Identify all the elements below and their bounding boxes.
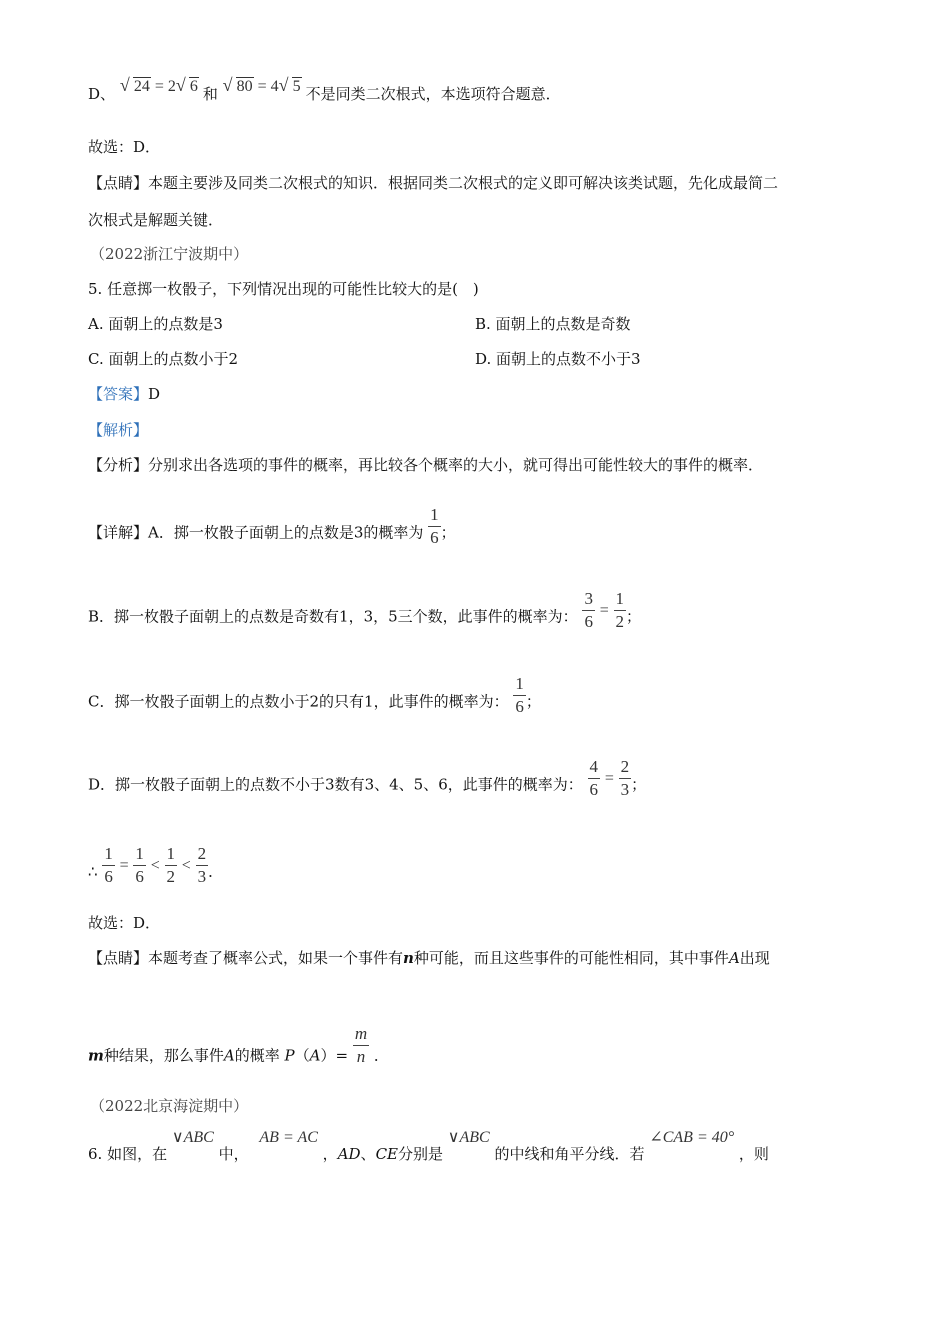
question-6-stem — [88, 1129, 769, 1165]
frac-num: 1 — [135, 844, 144, 863]
fraction-t3 — [165, 845, 178, 886]
detail-b-line — [88, 589, 642, 638]
fraction-t4 — [196, 845, 209, 886]
fraction-t1 — [102, 845, 115, 886]
fraction-1-6-c — [513, 675, 526, 716]
therefore-line — [88, 844, 224, 893]
analysis-tag: 【解析】 — [88, 421, 149, 439]
comment-line-1a: 【点睛】本题主要涉及同类二次根式的知识．根据同类二次根式的定义即可解决该类试题，先化成最简二 — [88, 174, 779, 192]
comment-line-2b — [88, 1024, 389, 1077]
answer-tag: 【答案】 — [88, 385, 149, 403]
frac-den: 6 — [515, 697, 524, 716]
and-text: 和 — [202, 85, 218, 103]
less-than-sign: < — [150, 856, 160, 874]
q5-option-b: B. 面朝上的点数是奇数 — [475, 315, 631, 333]
analysis-text: 【分析】分别求出各选项的事件的概率，再比较各个概率的大小，就可得出可能性较大的事件的概率． — [88, 456, 764, 474]
detail-b-text: B．掷一枚骰子面朝上的点数是奇数有1，3，5三个数，此事件的概率为： — [88, 607, 578, 626]
q5-option-c: C. 面朝上的点数小于2 — [88, 350, 239, 368]
q5-option-a: A. 面朝上的点数是3 — [88, 315, 223, 333]
q6-text: 6. 如图，在 — [88, 1145, 168, 1163]
eq-2: = 2 — [154, 78, 176, 95]
radical-expression-1: √ 24 = 2 √ 6 — [119, 75, 198, 95]
q6-text: ， — [322, 1145, 338, 1163]
ab-equals-ac: AB = AC — [259, 1129, 318, 1146]
frac-den: 6 — [104, 867, 113, 886]
frac-num: 1 — [430, 505, 439, 524]
answer-choice-line-2: 故选：D． — [88, 914, 161, 932]
paren-open: （ — [294, 1046, 310, 1065]
fraction-3-6 — [582, 590, 595, 631]
angle-cab: ∠CAB = 40° — [649, 1129, 735, 1146]
detail-d-line — [88, 757, 647, 806]
answer-line — [88, 384, 160, 404]
frac-den: 2 — [166, 867, 176, 886]
frac-den: 6 — [584, 612, 593, 631]
source-label-q5: （2022浙江宁波期中） — [90, 245, 249, 263]
q6-text: 的中线和角平分线．若 — [494, 1145, 645, 1163]
q5-option-d: D. 面朝上的点数不小于3 — [475, 350, 641, 368]
frac-num: 3 — [584, 589, 593, 608]
comment-end: ． — [373, 1046, 389, 1065]
equals-sign: = — [119, 856, 129, 874]
radicand-24: 24 — [133, 78, 150, 95]
frac-num: 2 — [197, 844, 207, 863]
q6-text: ，则 — [738, 1145, 769, 1163]
question-5-stem: 5. 任意掷一枚骰子，下列情况出现的可能性比较大的是( ) — [88, 280, 479, 298]
therefore-symbol: ∴ — [88, 862, 98, 881]
option-d-conclusion: 不是同类二次根式，本选项符合题意． — [305, 85, 561, 103]
q6-text: 中， — [218, 1145, 249, 1163]
less-than-sign: < — [181, 856, 191, 874]
var-n: n — [403, 949, 414, 967]
comment-text: 的概率 — [234, 1046, 280, 1065]
frac-num: 1 — [515, 674, 524, 693]
comment-text: 【点睛】本题考查了概率公式，如果一个事件有 — [88, 949, 404, 967]
frac-den: 6 — [430, 528, 439, 547]
frac-den: 3 — [620, 780, 630, 799]
eq-4: = 4 — [257, 78, 279, 95]
var-m: m — [88, 1046, 104, 1065]
detail-c-line — [88, 674, 541, 723]
paren-close-eq: ）= — [320, 1046, 349, 1065]
fraction-1-6-a — [428, 506, 441, 547]
comment-text: 出现 — [739, 949, 770, 967]
comment-line-1b: 次根式是解题关键． — [88, 211, 224, 229]
frac-num: 1 — [104, 844, 113, 863]
frac-num: 1 — [166, 844, 176, 863]
frac-den: 6 — [589, 780, 599, 799]
detail-a-text: 【详解】A．掷一枚骰子面朝上的点数是3的概率为 — [88, 523, 424, 542]
frac-num: 4 — [589, 757, 599, 776]
frac-num: 2 — [620, 757, 630, 776]
var-a: A — [309, 1046, 321, 1065]
q6-text: 、 — [360, 1145, 376, 1163]
fraction-4-6 — [588, 758, 601, 799]
radicand-5: 5 — [292, 78, 301, 95]
detail-c-text: C．掷一枚骰子面朝上的点数小于2的只有1，此事件的概率为： — [88, 692, 509, 711]
detail-a-line — [88, 505, 456, 554]
answer-value: D — [148, 385, 161, 403]
equals-sign: = — [599, 601, 609, 619]
triangle-abc-1: ∨ABC — [171, 1129, 214, 1146]
radicand-6: 6 — [189, 78, 198, 95]
fraction-m-n — [353, 1025, 369, 1066]
detail-c-end: ； — [525, 692, 541, 711]
detail-d-end: ； — [631, 775, 647, 794]
var-p: P — [284, 1046, 295, 1065]
frac-den: 6 — [135, 867, 144, 886]
fraction-2-3 — [619, 758, 632, 799]
comment-line-2a — [88, 948, 770, 968]
detail-d-text: D．掷一枚骰子面朝上的点数不小于3数有3、4、5、6，此事件的概率为： — [88, 775, 583, 794]
segment-ce: CE — [375, 1145, 398, 1163]
radicand-80: 80 — [236, 78, 253, 95]
var-a: A — [728, 949, 740, 967]
option-d-prefix: D、 — [88, 85, 116, 103]
fraction-t2 — [133, 845, 146, 886]
segment-ad: AD — [337, 1145, 361, 1163]
radical-expression-2: √ 80 = 4 √ 5 — [222, 75, 301, 95]
comment-text: 种可能，而且这些事件的可能性相同，其中事件 — [413, 949, 729, 967]
frac-den: n — [356, 1047, 366, 1066]
var-a: A — [223, 1046, 235, 1065]
equals-sign: = — [604, 769, 614, 787]
frac-num: m — [354, 1024, 368, 1043]
frac-num: 1 — [615, 589, 625, 608]
frac-den: 2 — [615, 612, 625, 631]
option-d-radical-line — [88, 75, 561, 105]
triangle-abc-2: ∨ABC — [447, 1129, 490, 1146]
therefore-end: ． — [208, 862, 224, 881]
q6-text: 分别是 — [398, 1145, 444, 1163]
comment-text: 种结果，那么事件 — [103, 1046, 224, 1065]
detail-a-end: ； — [440, 523, 456, 542]
answer-choice-line-1: 故选：D． — [88, 138, 161, 156]
source-label-q6: （2022北京海淀期中） — [90, 1097, 249, 1115]
detail-b-end: ； — [626, 607, 642, 626]
frac-den: 3 — [197, 867, 207, 886]
fraction-1-2 — [614, 590, 627, 631]
